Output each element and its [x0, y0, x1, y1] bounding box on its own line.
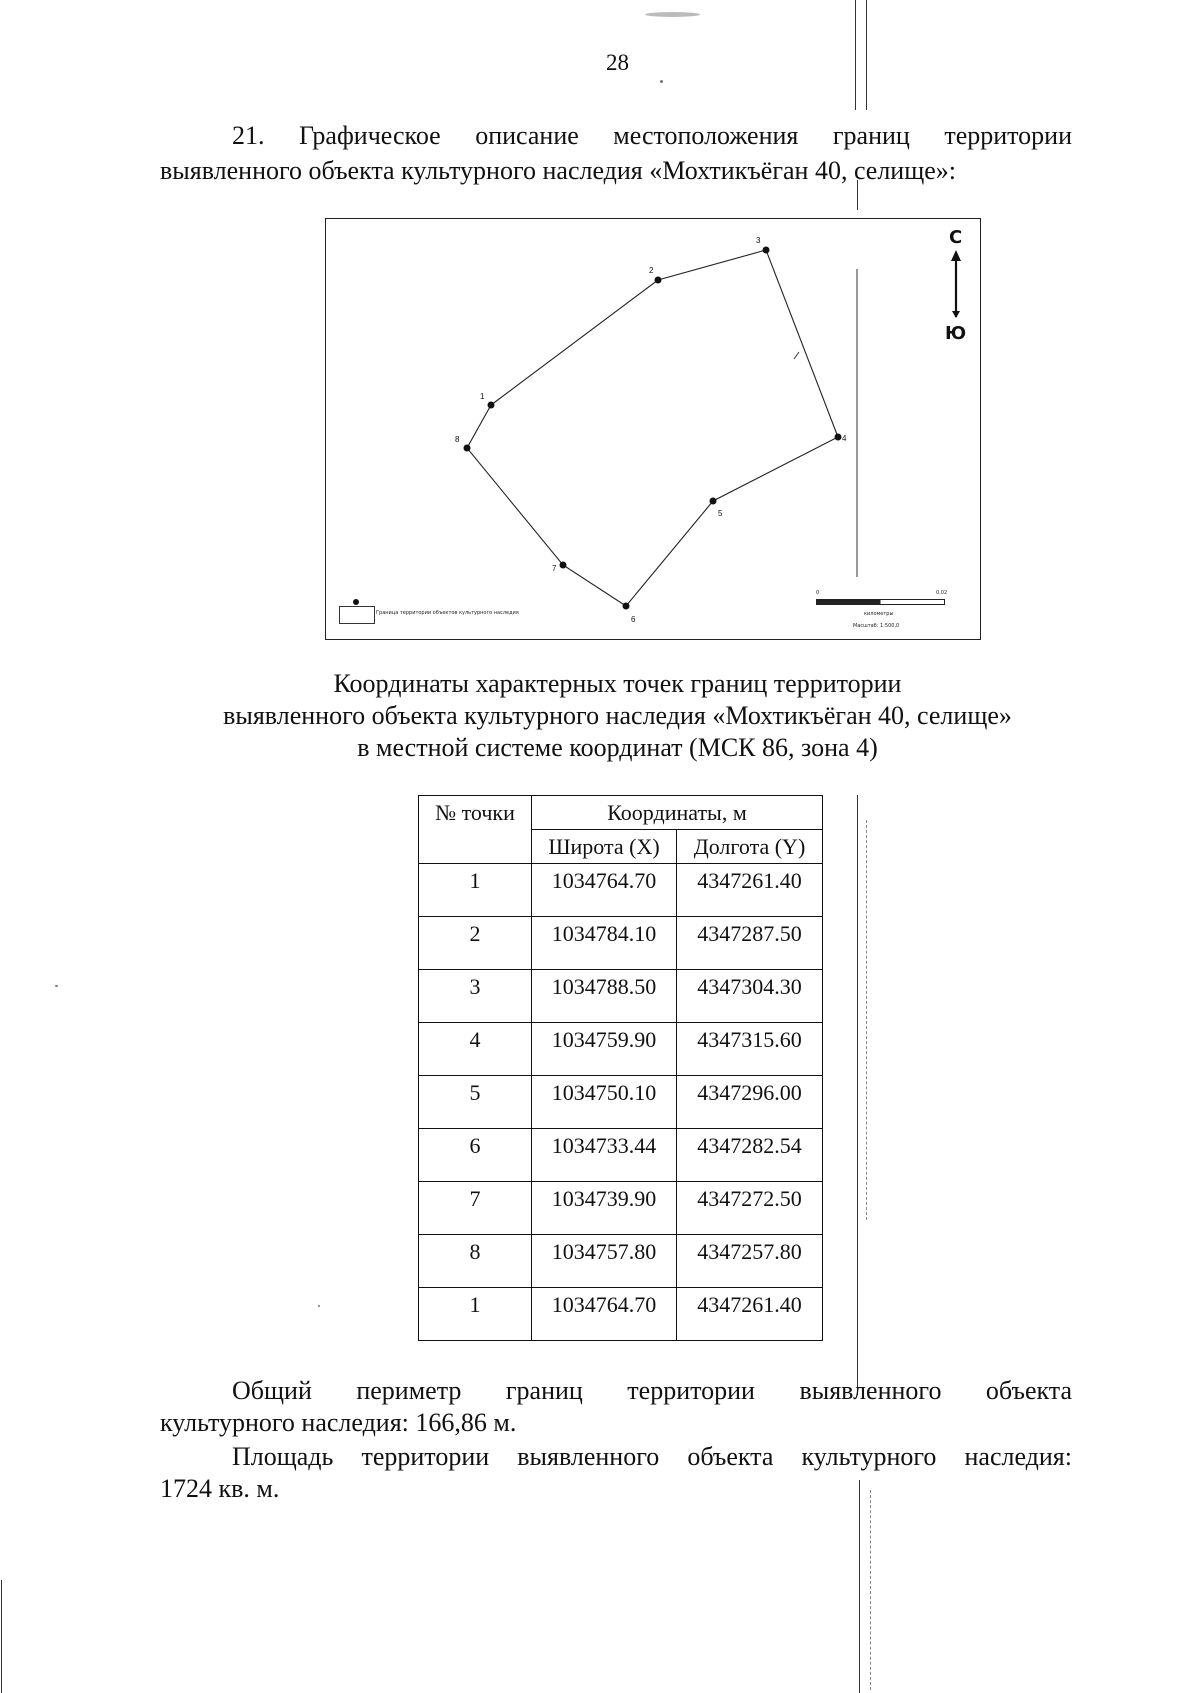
boundary-map-svg [326, 219, 980, 639]
point-label-3: 3 [756, 236, 761, 245]
scale-start-label: 0 [816, 590, 820, 596]
boundary-polygon [467, 250, 838, 606]
table-row [419, 1182, 823, 1235]
cell-point-number: 1 [419, 864, 532, 917]
cell-longitude-y: 4347287.50 [677, 917, 823, 970]
cell-longitude-y: 4347261.40 [677, 1288, 823, 1341]
header-coordinates: Координаты, м [532, 796, 823, 830]
scan-binding-line [859, 1480, 860, 1693]
north-arrow [951, 250, 961, 318]
cell-point-number: 6 [419, 1129, 532, 1182]
cell-point-number: 8 [419, 1235, 532, 1288]
boundary-map [325, 218, 981, 640]
point-label-4: 4 [842, 434, 847, 443]
boundary-point-2 [655, 277, 662, 284]
table-row [419, 864, 823, 917]
legend-boundary-swatch [339, 606, 375, 624]
table-row [419, 970, 823, 1023]
scale-bar [816, 599, 945, 605]
scan-speck [660, 80, 663, 83]
cell-point-number: 3 [419, 970, 532, 1023]
section-heading-line2: выявленного объекта культурного наследия «Мохтикъёган 40, селище»: [160, 156, 957, 185]
boundary-point-1 [488, 402, 495, 409]
boundary-point-6 [623, 603, 630, 610]
scan-dash-line [870, 1490, 871, 1690]
cell-longitude-y: 4347296.00 [677, 1076, 823, 1129]
point-label-2: 2 [649, 266, 654, 275]
cell-latitude-x: 1034750.10 [532, 1076, 677, 1129]
cell-longitude-y: 4347257.80 [677, 1235, 823, 1288]
coordinates-table [418, 795, 823, 1341]
table-header-row [419, 796, 823, 830]
scale-unit-label: километры [864, 611, 894, 617]
coordinates-table-body [419, 864, 823, 1341]
cell-point-number: 4 [419, 1023, 532, 1076]
scan-speck [318, 1305, 320, 1307]
cell-latitude-x: 1034739.90 [532, 1182, 677, 1235]
table-row [419, 917, 823, 970]
cell-point-number: 1 [419, 1288, 532, 1341]
perimeter-paragraph [160, 1375, 1072, 1439]
point-label-5: 5 [718, 509, 723, 518]
compass-north-label: С [949, 227, 963, 248]
boundary-points [464, 247, 842, 610]
cell-latitude-x: 1034784.10 [532, 917, 677, 970]
cell-point-number: 5 [419, 1076, 532, 1129]
scan-dash-line [866, 820, 867, 1220]
cell-longitude-y: 4347261.40 [677, 864, 823, 917]
scan-margin-line [1, 1580, 2, 1693]
table-row [419, 1288, 823, 1341]
coordinates-title-line2: выявленного объекта культурного наследия «Мохтикъёган 40, селище» [223, 701, 1012, 730]
area-line1: Площадь территории выявленного объекта культурного наследия: [232, 1442, 1072, 1471]
cell-latitude-x: 1034733.44 [532, 1129, 677, 1182]
point-label-8: 8 [455, 435, 460, 444]
page-number: 28 [606, 50, 629, 75]
section-heading-line1: 21. Графическое описание местоположения границ территории [232, 121, 1072, 150]
point-label-7: 7 [552, 564, 557, 573]
scan-speck [55, 985, 58, 987]
scale-end-label: 0,02 [936, 590, 948, 596]
compass-south-label: Ю [945, 323, 967, 344]
perimeter-line2: культурного наследия: 166,86 м. [160, 1408, 517, 1437]
point-label-6: 6 [631, 615, 636, 624]
scan-binding-line [857, 795, 858, 1395]
boundary-point-3 [763, 247, 770, 254]
cell-point-number: 7 [419, 1182, 532, 1235]
cell-point-number: 2 [419, 917, 532, 970]
perimeter-line1: Общий периметр границ территории выявленного объекта [232, 1376, 1072, 1405]
point-label-1: 1 [480, 392, 485, 401]
header-latitude-x: Широта (X) [532, 830, 677, 864]
boundary-point-8 [464, 445, 471, 452]
coordinates-title [0, 668, 1200, 764]
boundary-point-7 [560, 562, 567, 569]
coordinates-title-line1: Координаты характерных точек границ территории [333, 669, 902, 698]
cell-latitude-x: 1034764.70 [532, 1288, 677, 1341]
area-paragraph [160, 1441, 1072, 1505]
cell-latitude-x: 1034788.50 [532, 970, 677, 1023]
legend-label: Граница территории объектов культурного наследия [376, 610, 519, 616]
table-row [419, 1023, 823, 1076]
cell-longitude-y: 4347272.50 [677, 1182, 823, 1235]
legend-point-icon [353, 599, 359, 605]
section-heading [160, 118, 1072, 188]
header-point-number: № точки [419, 796, 532, 864]
map-tick [794, 352, 799, 359]
cell-latitude-x: 1034764.70 [532, 864, 677, 917]
cell-latitude-x: 1034759.90 [532, 1023, 677, 1076]
cell-longitude-y: 4347282.54 [677, 1129, 823, 1182]
table-row [419, 1235, 823, 1288]
scale-ratio-label: Масштаб: 1:500,0 [853, 623, 900, 629]
coordinates-title-line3: в местной системе координат (МСК 86, зона 4) [357, 733, 878, 762]
cell-longitude-y: 4347315.60 [677, 1023, 823, 1076]
header-longitude-y: Долгота (Y) [677, 830, 823, 864]
cell-longitude-y: 4347304.30 [677, 970, 823, 1023]
scan-speck [645, 12, 700, 17]
boundary-point-5 [710, 498, 717, 505]
area-line2: 1724 кв. м. [160, 1474, 280, 1503]
boundary-point-4 [835, 434, 842, 441]
cell-latitude-x: 1034757.80 [532, 1235, 677, 1288]
table-row [419, 1129, 823, 1182]
table-row [419, 1076, 823, 1129]
